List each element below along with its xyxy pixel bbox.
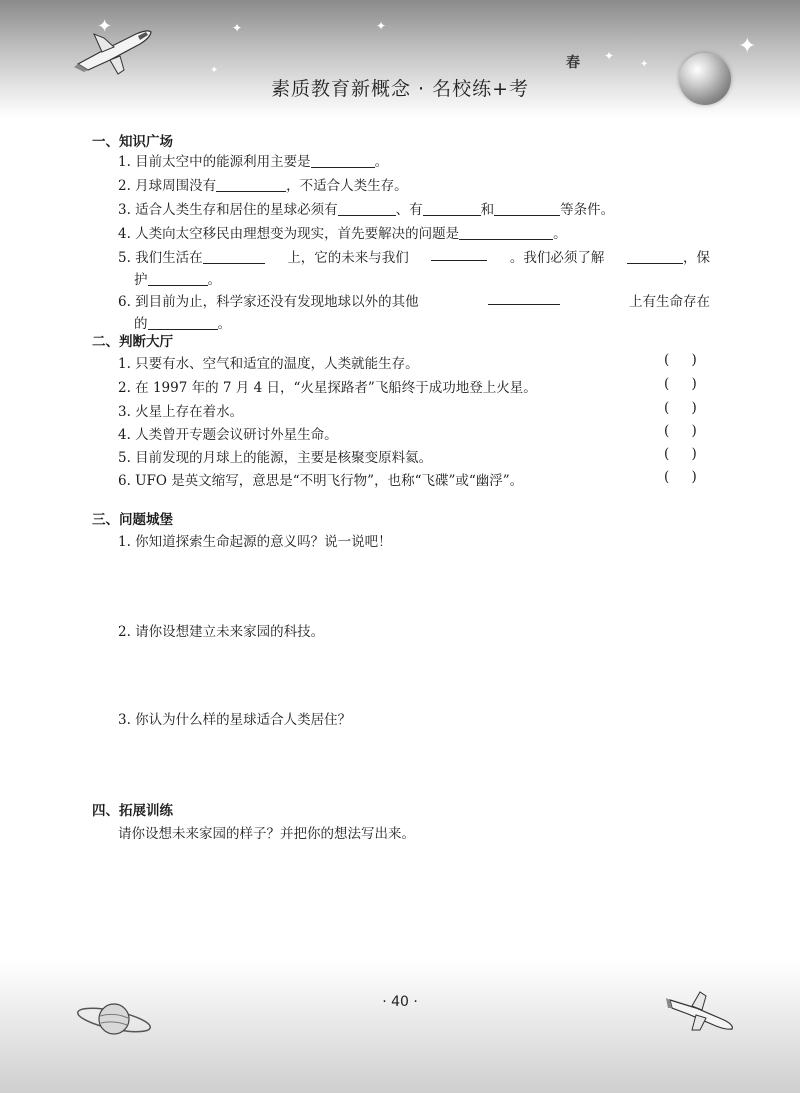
question-text: 上有生命存在 [628,294,710,310]
judgement-item: 1. 只要有水、空气和适宜的温度，人类就能生存。 [118,356,419,372]
judgement-item: 4. 人类曾开专题会议研讨外星生命。 [118,427,338,443]
judgement-answer-box[interactable]: ( ) [664,423,697,439]
open-question: 2. 请你设想建立未来家园的科技。 [118,624,325,640]
answer-blank[interactable] [431,246,487,261]
judgement-answer-box[interactable]: ( ) [664,352,697,368]
question-text: 6. 到目前为止，科学家还没有发现地球以外的其他 [118,294,419,310]
question-text: 。 [217,316,231,332]
open-question: 1. 你知道探索生命起源的意义吗？说一说吧！ [118,534,392,550]
question-text: 。 [553,226,567,242]
judgement-item: 6. UFO 是英文缩写，意思是“不明飞行物”，也称“飞碟”或“幽浮”。 [118,473,524,489]
question-text: 、有 [395,202,423,218]
star-icon: ✦ [376,19,387,33]
section-title-judgement: 二、判断大厅 [92,334,173,350]
judgement-answer-box[interactable]: ( ) [664,469,697,485]
question-1-4 [118,222,567,242]
question-text: 等条件。 [560,202,615,218]
judgement-answer-box[interactable]: ( ) [664,376,697,392]
star-icon: ✦ [210,65,219,76]
judgement-item: 3. 火星上存在着水。 [118,404,244,420]
section-title-extension: 四、拓展训练 [92,803,173,819]
judgement-answer-box[interactable]: ( ) [664,400,697,416]
question-text: 。 [207,272,221,288]
section-title-questions: 三、问题城堡 [92,512,173,528]
answer-blank[interactable] [423,201,481,216]
star-icon: ✦ [738,34,757,59]
answer-blank[interactable] [488,290,560,305]
question-text: 护 [134,272,148,288]
star-icon: ✦ [232,21,243,35]
space-shuttle-icon [74,16,154,76]
question-text: 2. 月球周围没有 [118,178,217,194]
star-icon: ✦ [604,49,615,63]
question-text: 1. 目前太空中的能源利用主要是 [118,154,311,170]
question-text: ，不适合人类生存。 [286,178,408,194]
page-number: · 40 · [382,994,418,1010]
season-label: 春 [566,55,580,71]
extension-question: 请你设想未来家园的样子？并把你的想法写出来。 [118,826,415,842]
section-title-knowledge: 一、知识广场 [92,134,173,150]
star-icon: ✦ [640,59,649,70]
question-1-5-cont [134,268,221,288]
question-text: 5. 我们生活在 [118,250,203,266]
judgement-item: 2. 在 1997 年的 7 月 4 日，“火星探路者”飞船终于成功地登上火星。 [118,380,537,396]
question-1-1 [118,150,388,170]
judgement-answer-box[interactable]: ( ) [664,446,697,462]
space-shuttle-icon [666,988,736,1034]
answer-blank[interactable] [627,249,683,264]
question-1-6-cont [134,312,231,332]
answer-blank[interactable] [459,225,553,240]
judgement-item: 5. 目前发现的月球上的能源，主要是核聚变原料氦。 [118,450,433,466]
answer-blank[interactable] [216,177,286,192]
answer-blank[interactable] [148,271,208,286]
page-title: 素质教育新概念 · 名校练+考 [270,78,530,100]
question-1-3 [118,198,614,218]
question-text: 。 [374,154,389,170]
question-text: 上，它的未来与我们 [287,250,409,266]
answer-blank[interactable] [203,249,265,264]
question-text: 3. 适合人类生存和居住的星球必须有 [118,202,338,218]
question-text: 的 [134,316,148,332]
question-text: ，保 [682,250,710,266]
star-icon: ✦ [97,16,113,37]
answer-blank[interactable] [338,201,396,216]
question-text: 和 [480,202,495,218]
answer-blank[interactable] [311,153,375,168]
question-text: 。我们必须了解 [509,250,605,266]
open-question: 3. 你认为什么样的星球适合人类居住？ [118,712,352,728]
answer-blank[interactable] [494,201,560,216]
question-1-2 [118,174,408,194]
question-1-5 [118,246,710,266]
question-1-6 [118,290,710,310]
question-text: 4. 人类向太空移民由理想变为现实，首先要解决的问题是 [118,226,460,242]
answer-blank[interactable] [148,315,218,330]
